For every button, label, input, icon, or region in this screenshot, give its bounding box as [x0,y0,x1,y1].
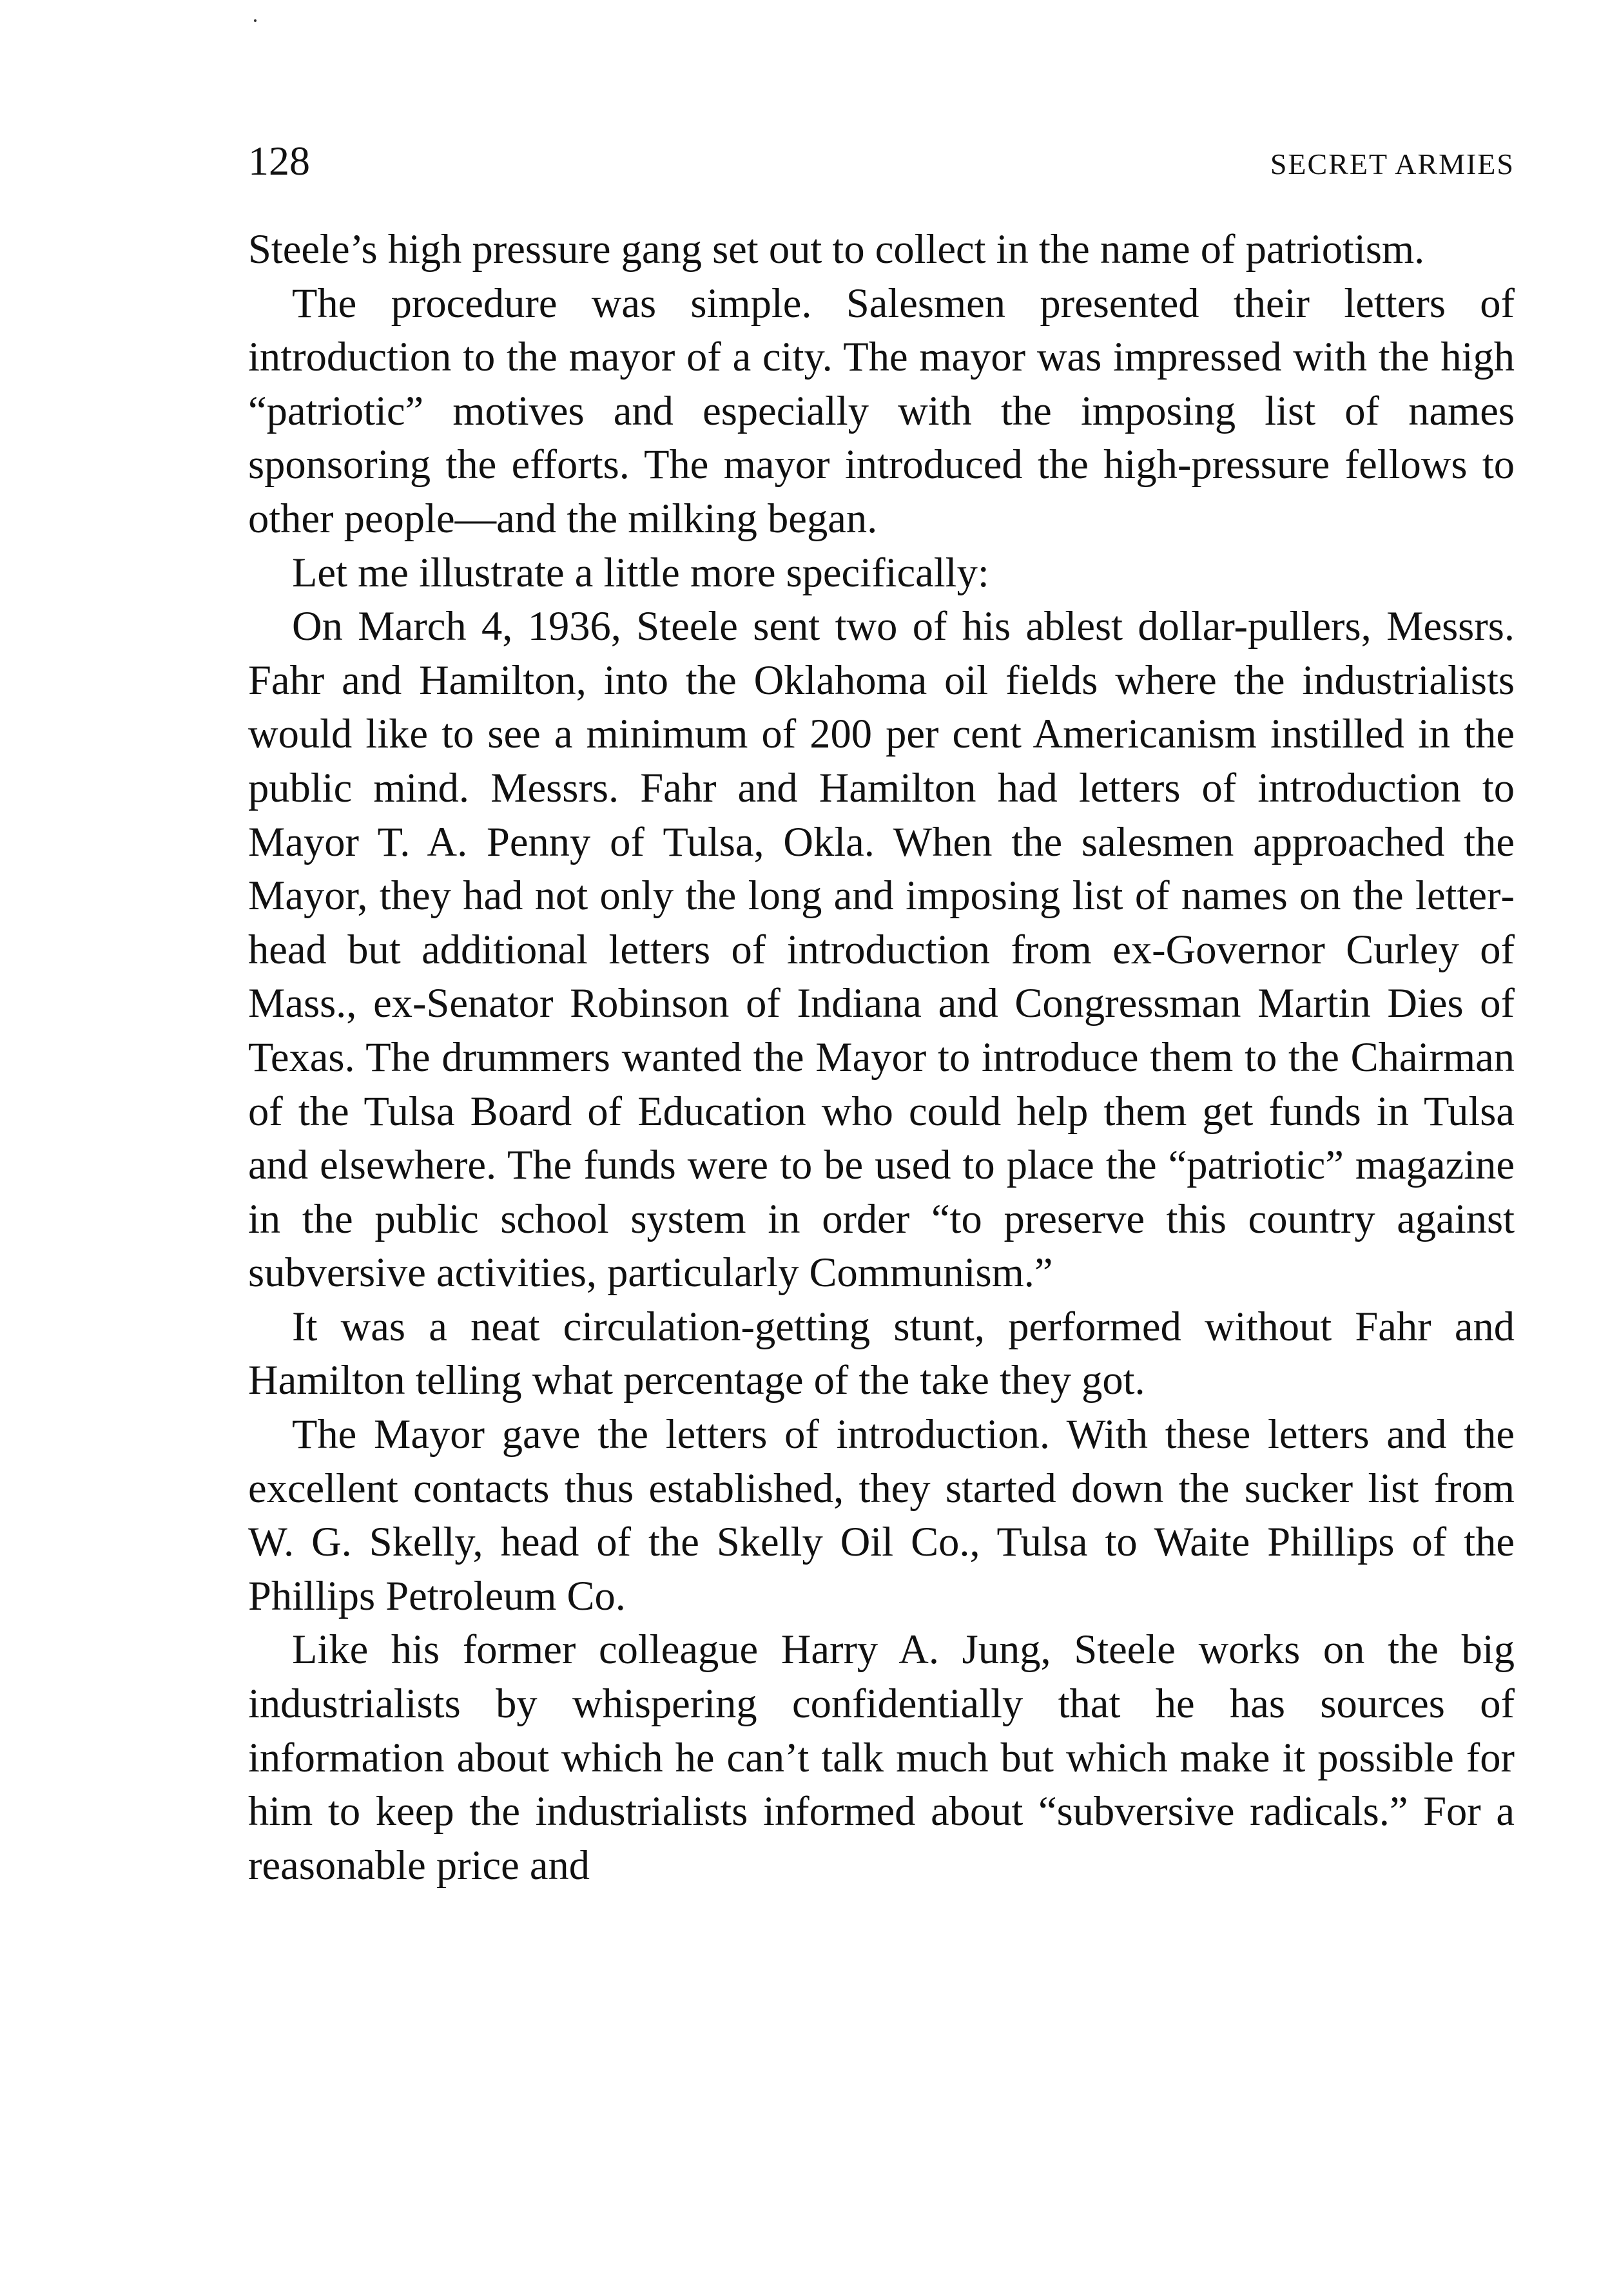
paragraph: Let me illustrate a little more specifically: [292,549,989,595]
page-number: 128 [248,138,310,184]
paragraph: It was a neat circulation-getting stunt, performed without Fahr and Hamilton telling what percentage of the take they got. [248,1303,1515,1404]
running-head: SECRET ARMIES [1270,148,1515,180]
paragraph: Like his former colleague Harry A. Jung, Steele works on the big industrialists by whispering confidentially that he has sources of information about which he can’t talk much but which make it possible for him to keep the industrialists informed about “subversive radicals.” For a reasonable price and [248,1626,1515,1888]
page-speck [254,19,257,22]
body-text [248,222,1515,1892]
paragraph: Steele’s high pressure gang set out to collect in the name of patriotism. [248,226,1425,272]
paragraph: On March 4, 1936, Steele sent two of his ablest dollar-pullers, Messrs. Fahr and Hamilton, into the Oklahoma oil fields where the industrialists would like to see a minimum of 200 per cent Americanism instilled in the public mind. Messrs. Fahr and Hamilton had letters of introduction to Mayor T. A. Penny of Tulsa, Okla. When the salesmen approached the Mayor, they had not only the long and imposing list of names on the letterhead but additional letters of introduction from ex-Governor Curley of Mass., ex-Senator Robinson of Indiana and Congressman Martin Dies of Texas. The drummers wanted the Mayor to introduce them to the Chairman of the Tulsa Board of Education who could help them get funds in Tulsa and elsewhere. The funds were to be used to place the “patriotic” magazine in the public school system in order “to preserve this country against subversive activities, particularly Communism.” [248,603,1515,1296]
paragraph: The procedure was simple. Salesmen presented their letters of introduction to the mayor of a city. The mayor was impressed with the high “patriotic” motives and especially with the imposing list of names sponsoring the efforts. The mayor introduced the high-pressure fellows to other people—and the milking began. [248,280,1515,541]
page-header [248,132,1515,190]
paragraph: The Mayor gave the letters of introduction. With these letters and the excellent contacts thus established, they started down the sucker list from W. G. Skelly, head of the Skelly Oil Co., Tulsa to Waite Phillips of the Phillips Petroleum Co. [248,1411,1515,1619]
